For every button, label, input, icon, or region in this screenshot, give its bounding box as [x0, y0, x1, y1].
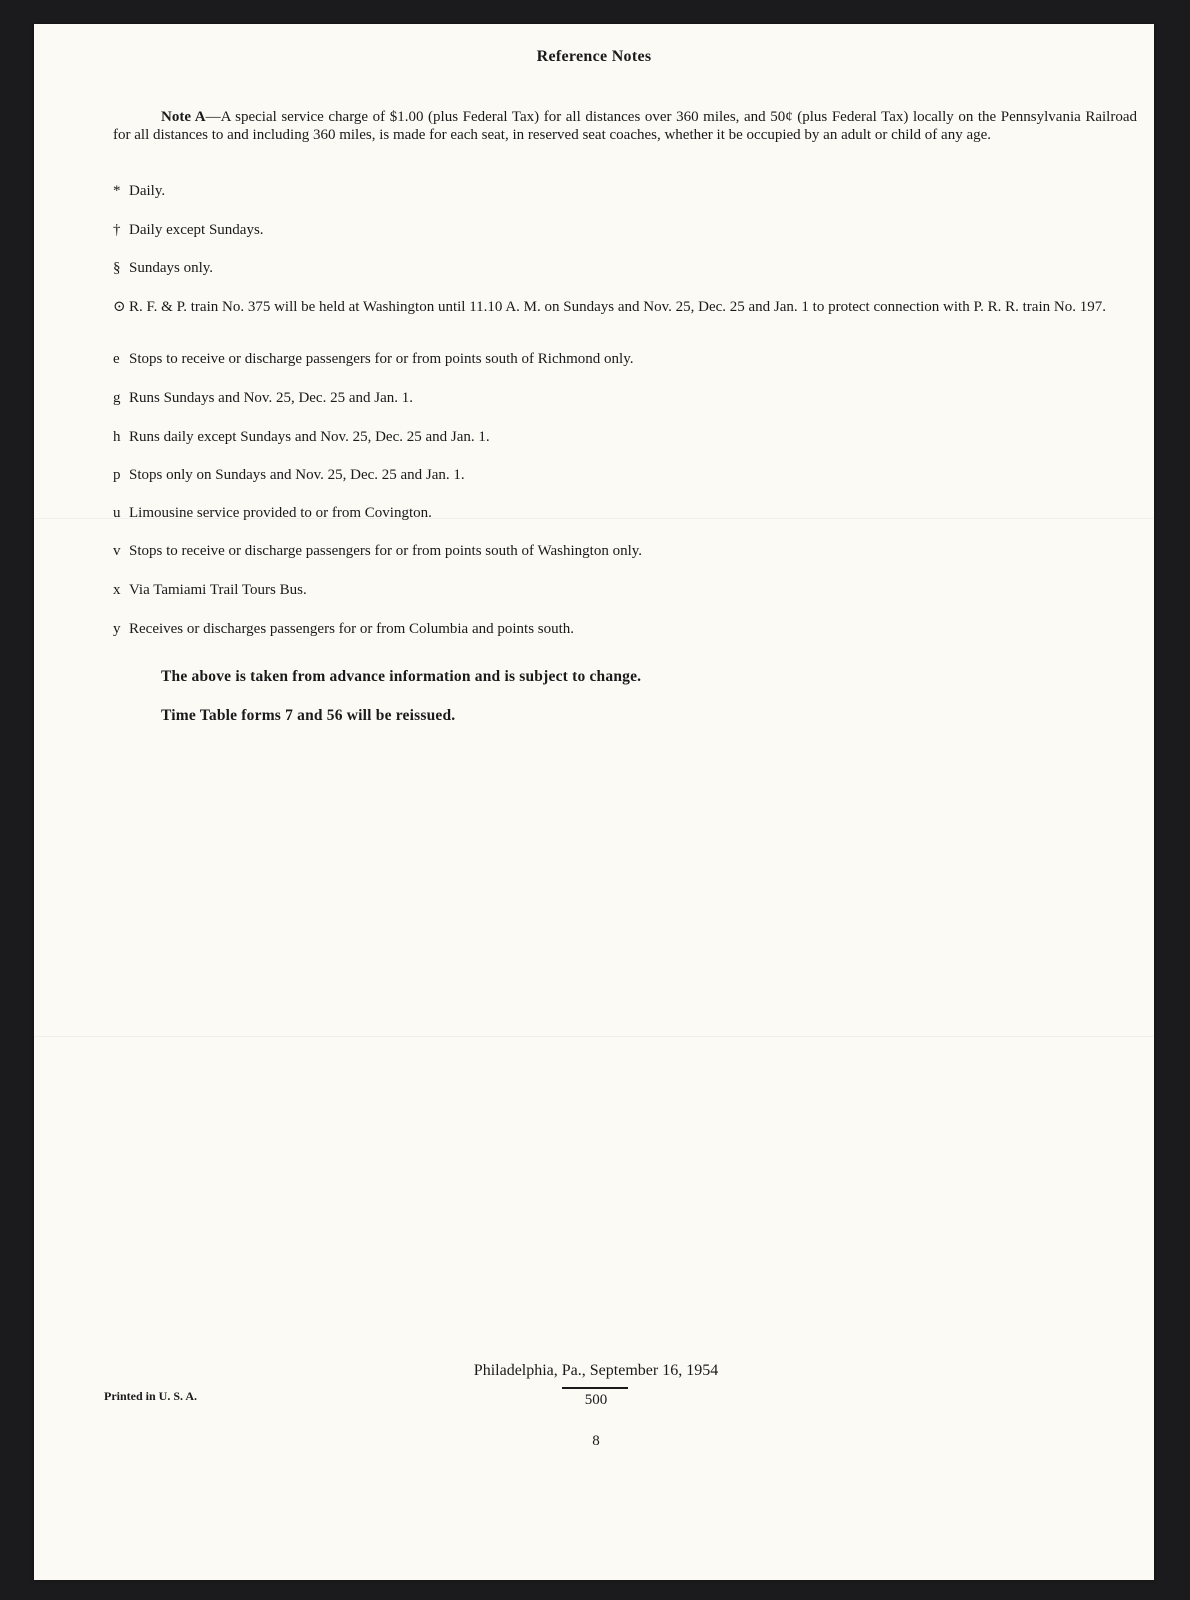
note-a-text: —A special service charge of $1.00 (plus Federal Tax) for all distances over 360 miles, and 50¢ (plus Federal Tax) locally on the Pennsylvania Railroad for all distances to and including 360 miles, is made for each seat, in reserved seat coaches, whether it be occupied by an adult or child of any age.	[113, 109, 1137, 143]
note-text: Sundays only.	[129, 260, 214, 276]
note-train-375	[113, 299, 1137, 315]
divider	[562, 1387, 628, 1389]
note-daily-except-sundays	[113, 222, 1137, 238]
page-title: Reference Notes	[536, 48, 652, 65]
note-a-paragraph	[113, 108, 1137, 144]
note-text: Daily.	[129, 183, 166, 199]
note-sundays-only	[113, 260, 1137, 276]
note-symbol: *	[113, 183, 121, 199]
note-text: Stops to receive or discharge passengers for or from points south of Richmond only.	[129, 351, 634, 367]
document-page	[34, 24, 1154, 1580]
note-symbol: ⊙	[113, 299, 126, 315]
note-text: Stops to receive or discharge passengers for or from points south of Washington only.	[129, 543, 643, 559]
note-text: Via Tamiami Trail Tours Bus.	[129, 582, 307, 598]
note-symbol: u	[113, 505, 121, 521]
note-symbol: v	[113, 543, 121, 559]
note-h	[113, 429, 1137, 445]
note-u	[113, 505, 1137, 521]
note-v	[113, 543, 1137, 559]
note-symbol: †	[113, 222, 121, 238]
note-p	[113, 467, 1137, 483]
note-symbol: x	[113, 582, 121, 598]
advance-information-notice: The above is taken from advance information and is subject to change.	[161, 668, 642, 685]
note-symbol: e	[113, 351, 120, 367]
note-text: Receives or discharges passengers for or from Columbia and points south.	[129, 621, 575, 637]
note-text: Daily except Sundays.	[129, 222, 264, 238]
note-g	[113, 390, 1137, 406]
page-number: 8	[592, 1433, 600, 1449]
note-symbol: p	[113, 467, 121, 483]
note-symbol: y	[113, 621, 121, 637]
note-text: R. F. & P. train No. 375 will be held at Washington until 11.10 A. M. on Sundays and Nov. 25, Dec. 25 and Jan. 1 to protect connection with P. R. R. train No. 197.	[129, 299, 1106, 315]
note-x	[113, 582, 1137, 598]
place-and-date: Philadelphia, Pa., September 16, 1954	[473, 1362, 719, 1379]
printed-in-usa: Printed in U. S. A.	[104, 1389, 198, 1403]
note-y	[113, 621, 1137, 637]
print-count: 500	[584, 1392, 608, 1408]
note-text: Stops only on Sundays and Nov. 25, Dec. 25 and Jan. 1.	[129, 467, 465, 483]
note-text: Limousine service provided to or from Covington.	[129, 505, 432, 521]
note-text: Runs daily except Sundays and Nov. 25, Dec. 25 and Jan. 1.	[129, 429, 490, 445]
note-symbol: h	[113, 429, 121, 445]
note-symbol: g	[113, 390, 121, 406]
note-daily	[113, 183, 1137, 199]
reissue-notice: Time Table forms 7 and 56 will be reissued.	[161, 707, 456, 724]
note-a-label: Note A	[161, 109, 206, 125]
fold-line	[34, 1036, 1154, 1037]
note-text: Runs Sundays and Nov. 25, Dec. 25 and Jan. 1.	[129, 390, 413, 406]
note-symbol: §	[113, 260, 121, 276]
note-e	[113, 351, 1137, 367]
